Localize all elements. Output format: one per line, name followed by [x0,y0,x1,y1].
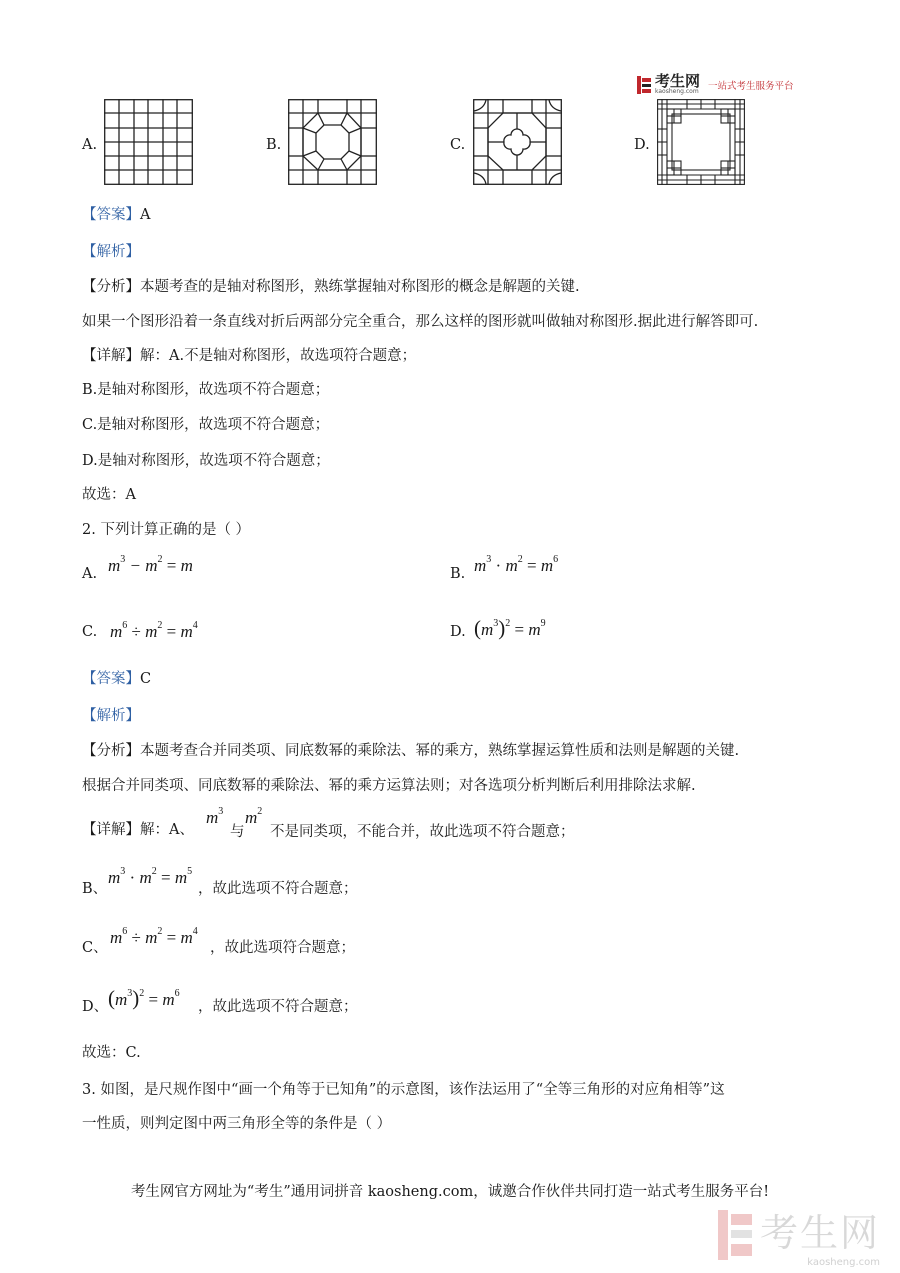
q1-analysis-tag: 【解析】 [82,244,140,260]
q1-option-b-label: B. [266,137,282,153]
q1-option-a-label: A. [82,137,98,153]
q2-detail-d-formula: $(m^3)^2 = m^6$ [108,986,180,1010]
q2-detail-b-prefix: B、 [82,881,108,897]
q2-answer [82,669,151,689]
q1-detail-1: 【详解】解：A.不是轴对称图形，故选项符合题意； [82,348,417,364]
watermark-logo-icon [718,1210,752,1260]
q2-detail-b-formula: $m^3 \cdot m^2 = m^5$ [108,866,193,887]
q2-option-b-label: B. [450,566,466,582]
q3-line2: 一性质，则判定图中两三角形全等的条件是（ ） [82,1116,392,1132]
q2-detail-a-suffix: 不是同类项，不能合并，故此选项不符合题意； [270,824,575,840]
q1-answer-tag: 【答案】 [82,207,140,223]
logo-domain: kaosheng.com [655,88,699,95]
q1-figure-b [288,99,377,185]
q2-answer-value: C [140,671,152,687]
q1-figure-c [473,99,562,185]
q2-option-d-label: D. [450,624,466,640]
q1-figure-a [104,99,193,185]
q2-analysis-tag: 【解析】 [82,708,140,724]
q2-detail-a [82,820,194,840]
q2-option-a-label: A. [82,566,98,582]
q1-option-c-label: C. [450,137,466,153]
q2-detail-b-suffix: ，故此选项不符合题意； [198,881,358,897]
q2-answer-tag: 【答案】 [82,671,140,687]
q1-answer-value: A [140,207,151,223]
q2-detail-c-prefix: C、 [82,940,108,956]
watermark [718,1202,880,1268]
q1-analysis-line1: 【分析】本题考查的是轴对称图形，熟练掌握轴对称图形的概念是解题的关键. [82,279,580,295]
q1-detail-2: B.是轴对称图形，故选项不符合题意； [82,382,330,398]
q3-line1: 3. 如图，是尺规作图中“画一个角等于已知角”的示意图，该作法运用了“全等三角形的对应角相等”这 [82,1082,725,1098]
q2-option-b-formula: $m^3 \cdot m^2 = m^6$ [474,554,559,575]
q2-detail-c-suffix: ，故此选项符合题意； [210,940,355,956]
q2-detail-a-term1: $m^3$ [206,806,224,827]
q2-option-c-formula: $m^6 \div m^2 = m^4$ [110,620,198,641]
watermark-text: 考生网 [760,1211,881,1255]
logo-name: 考生网 [655,72,701,90]
q1-detail-3: C.是轴对称图形，故选项不符合题意； [82,417,330,433]
watermark-sub: kaosheng.com [807,1257,881,1268]
q2-choice: 故选：C. [82,1045,141,1061]
q2-detail-d-prefix: D、 [82,999,109,1015]
q2-detail-a-prefix: 【详解】解：A、 [82,822,194,838]
q1-detail-4: D.是轴对称图形，故选项不符合题意； [82,453,330,469]
q2-option-c-label: C. [82,624,98,640]
q2-detail-c-formula: $m^6 \div m^2 = m^4$ [110,926,198,947]
q2-stem: 2. 下列计算正确的是（ ） [82,522,251,538]
q2-analysis-line1: 【分析】本题考查合并同类项、同底数幂的乘除法、幂的乘方，熟练掌握运算性质和法则是解题的关键. [82,743,740,759]
site-logo [637,74,794,95]
q1-option-d-label: D. [634,137,650,153]
q2-detail-a-term2: $m^2$ [245,806,263,827]
q1-answer [82,205,150,225]
q2-detail-d-suffix: ，故此选项不符合题意； [198,999,358,1015]
logo-slogan: 一站式考生服务平台 [708,80,794,92]
q1-choice: 故选：A [82,487,136,503]
q2-option-a-formula: $m^3 - m^2 = m$ [108,554,193,575]
q1-figure-d [657,99,745,185]
page-footer: 考生网官方网址为“考生”通用词拼音 kaosheng.com，诚邀合作伙伴共同打造一站式考生服务平台! [130,1184,770,1200]
logo-mark-icon [637,76,651,94]
q2-option-d-formula: $(m^3)^2 = m^9$ [474,616,546,640]
q1-analysis-line2: 如果一个图形沿着一条直线对折后两部分完全重合，那么这样的图形就叫做轴对称图形.据此进行解答即可. [82,314,759,330]
q2-detail-a-mid: 与 [230,824,245,840]
q2-analysis-line2: 根据合并同类项、同底数幂的乘除法、幂的乘方运算法则；对各选项分析判断后利用排除法求解. [82,778,696,794]
